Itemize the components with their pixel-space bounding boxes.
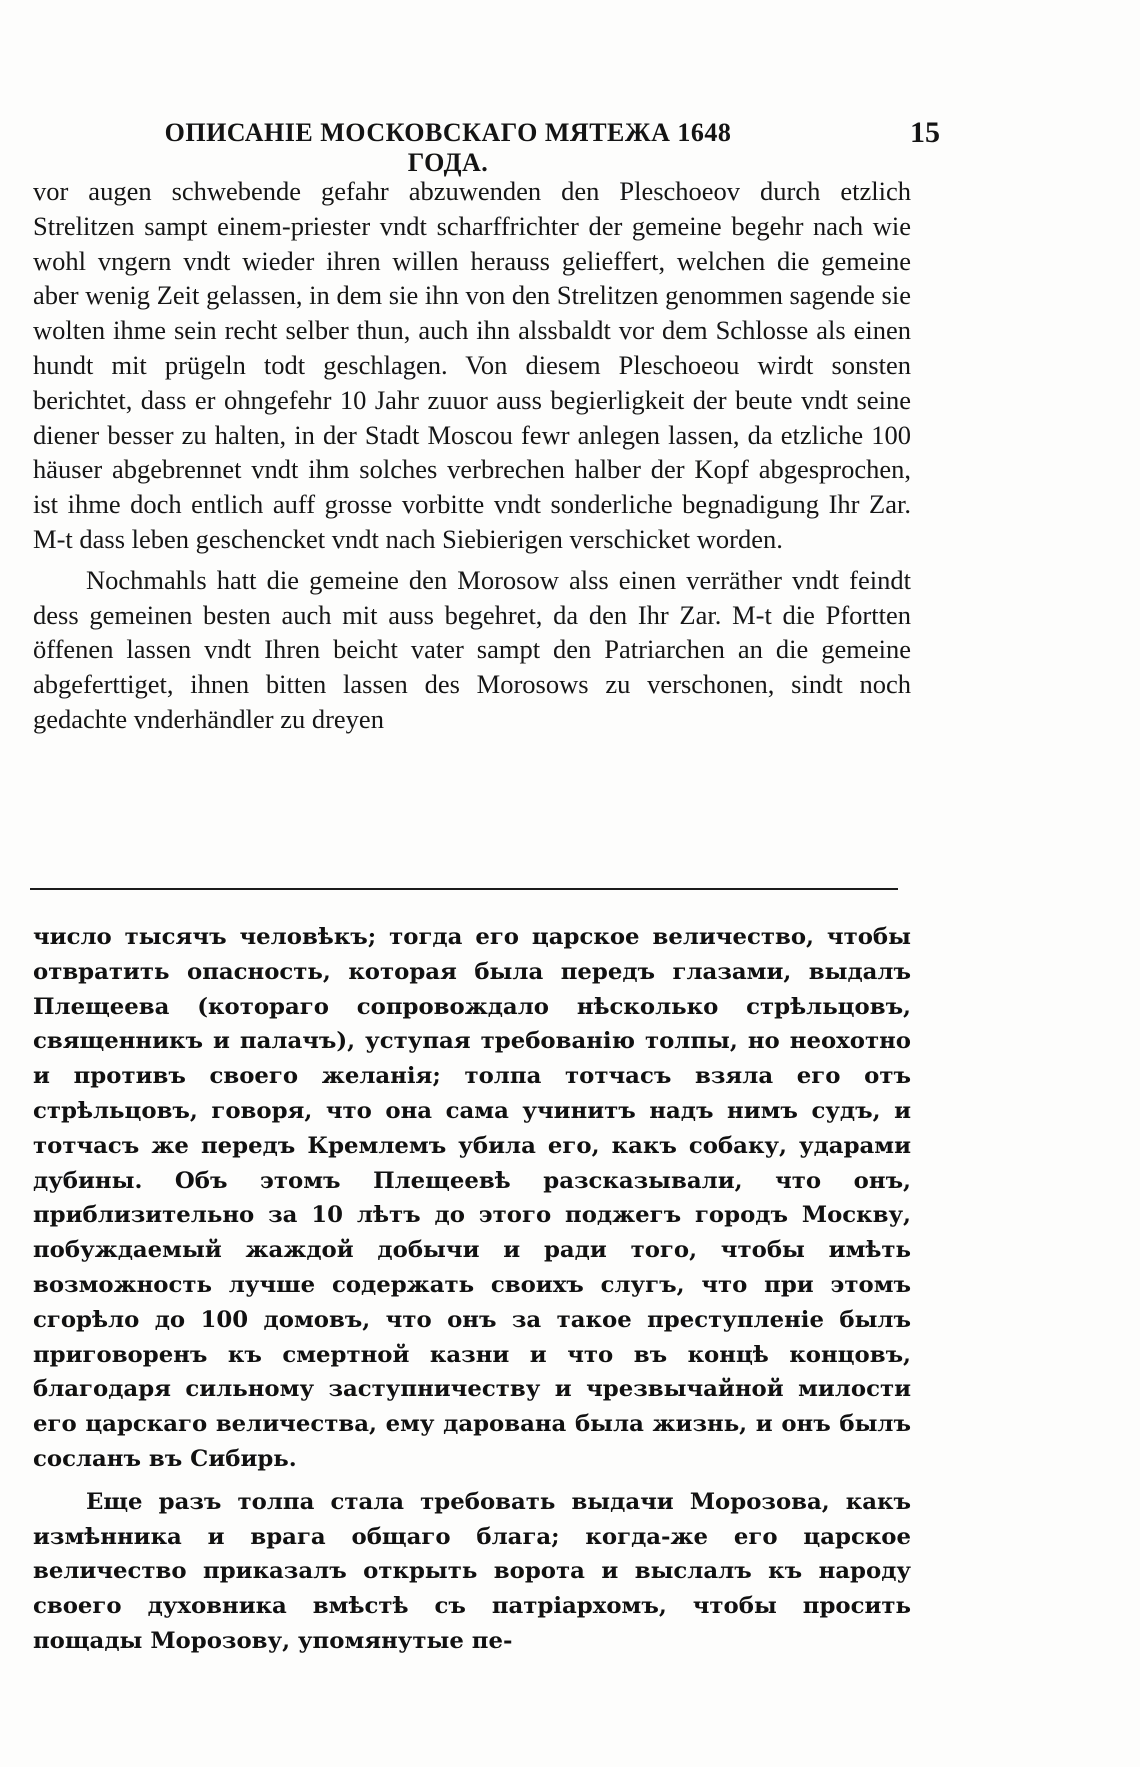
russian-translation-text <box>33 920 911 1659</box>
running-title: ОПИСАНІЕ МОСКОВСКАГО МЯТЕЖА 1648 ГОДА. <box>164 118 732 177</box>
footnote-divider <box>30 888 898 890</box>
german-paragraph-1: vor augen schwebende gefahr abzuwenden den Pleschoeov durch etzlich Strelitzen sampt einem-priester vndt scharffrichter der gemeine begehr nach wie wohl vngern vndt wieder ihren willen herauss gelieffert, welchen die gemeine aber wenig Zeit gelassen, in dem sie ihn von den Strelitzen genommen sagende sie wolten ihme sein recht selber thun, auch ihn alssbaldt vor dem Schlosse als einen hundt mit prügeln todt geschlagen. Von diesem Pleschoeou wirdt sonsten berichtet, dass er ohngefehr 10 Jahr zuuor auss begierligkeit der beute vndt seine diener besser zu halten, in der Stadt Moscou fewr anlegen lassen, da etzliche 100 häuser abgebrennet vndt ihm solches verbrechen halber der Kopf abgesprochen, ist ihme doch entlich auff grosse vorbitte vndt sonderliche begnadigung Ihr Zar. M-t dass leben geschencket vndt nach Siebierigen verschicket worden. <box>33 176 911 554</box>
german-paragraph-2: Nochmahls hatt die gemeine den Morosow alss einen verräther vndt feindt dess gemeinen besten auch mit auss begehret, da den Ihr Zar. M-t die Pfortten öffenen lassen vndt Ihren beicht vater sampt den Patriarchen an die gemeine abgeferttiget, ihnen bitten lassen des Morosows zu verschonen, sindt noch gedachte vnderhändler zu dreyen <box>33 564 911 734</box>
russian-paragraph-2: Еще разъ толпа стала требовать выдачи Морозова, какъ измѣнника и врага общаго блага; когда-же его царское величество приказалъ открыть ворота и выслалъ къ народу своего духовника вмѣстѣ съ патріархомъ, чтобы просить пощады Морозову, упомянутые пе- <box>33 1488 911 1654</box>
page-number: 15 <box>910 116 940 149</box>
german-original-text <box>33 174 911 737</box>
russian-paragraph-1: число тысячъ человѣкъ; тогда его царское величество, чтобы отвратить опасность, которая была передъ глазами, выдалъ Плещеева (котораго сопровождало нѣсколько стрѣльцовъ, священникъ и палачъ), уступая требованію толпы, но неохотно и противъ своего желанія; толпа тотчасъ взяла его отъ стрѣльцовъ, говоря, что она сама учинитъ надъ нимъ судъ, и тотчасъ же передъ Кремлемъ убила его, какъ собаку, ударами дубины. Объ этомъ Плещеевѣ разсказывали, что онъ, приблизительно за 10 лѣтъ до этого поджегъ городъ Москву, побуждаемый жаждой добычи и ради того, чтобы имѣть возможность лучше содержать своихъ слугъ, что при этомъ сгорѣло до 100 домовъ, что онъ за такое преступленіе былъ приговоренъ къ смертной казни и что въ концѣ концовъ, благодаря сильному заступничеству и чрезвычайной милости его царскаго величества, ему дарована была жизнь, и онъ былъ сосланъ въ Сибирь. <box>33 924 911 1472</box>
page-header <box>0 116 1140 177</box>
